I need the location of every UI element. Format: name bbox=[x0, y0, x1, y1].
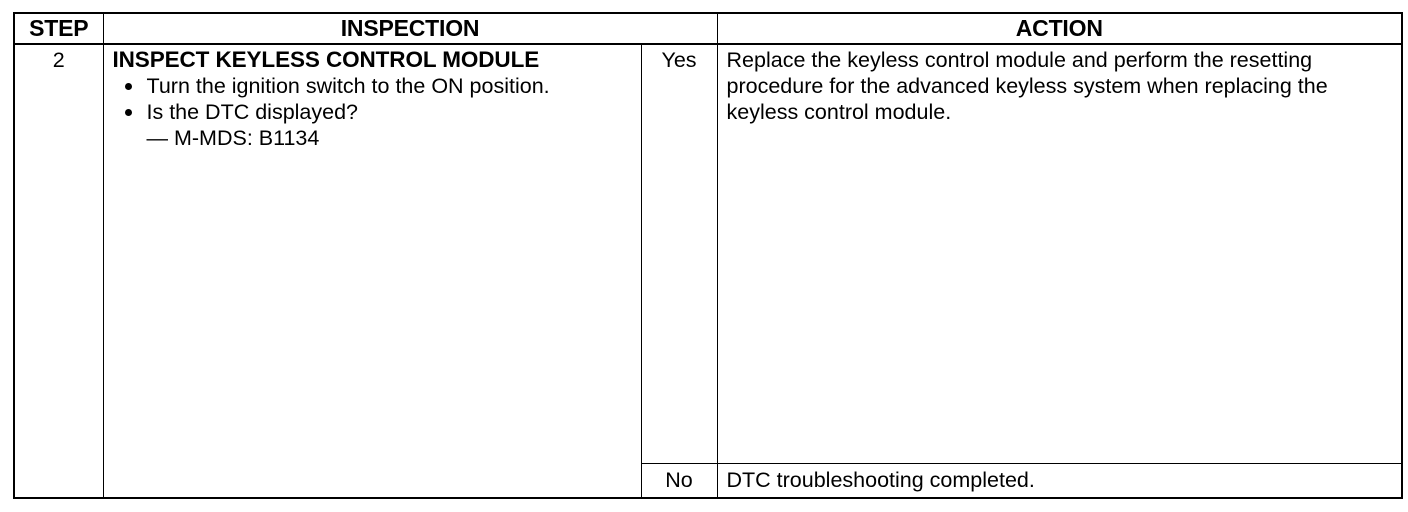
table-row-yes bbox=[14, 44, 1402, 463]
header-action: ACTION bbox=[717, 13, 1402, 44]
inspection-title: INSPECT KEYLESS CONTROL MODULE bbox=[112, 47, 540, 72]
yes-label: Yes bbox=[641, 44, 717, 463]
inspection-bullets bbox=[113, 73, 633, 125]
header-step: STEP bbox=[14, 13, 103, 44]
header-row bbox=[14, 13, 1402, 44]
bullet-icon bbox=[125, 109, 132, 116]
no-action: DTC troubleshooting completed. bbox=[717, 463, 1402, 498]
yes-action: Replace the keyless control module and perform the resetting procedure for the advanced keyless system when replacing the keyless control module. bbox=[717, 44, 1402, 463]
dtc-code-line: — M-MDS: B1134 bbox=[146, 126, 320, 150]
no-label: No bbox=[641, 463, 717, 498]
header-inspection: INSPECTION bbox=[103, 13, 717, 44]
list-item bbox=[123, 99, 633, 125]
list-item bbox=[123, 73, 633, 99]
bullet-text: Is the DTC displayed? bbox=[146, 100, 359, 124]
step-number: 2 bbox=[14, 44, 103, 498]
bullet-text: Turn the ignition switch to the ON position. bbox=[146, 74, 550, 98]
bullet-icon bbox=[125, 83, 132, 90]
inspection-cell bbox=[103, 44, 641, 498]
troubleshooting-table bbox=[13, 12, 1403, 499]
